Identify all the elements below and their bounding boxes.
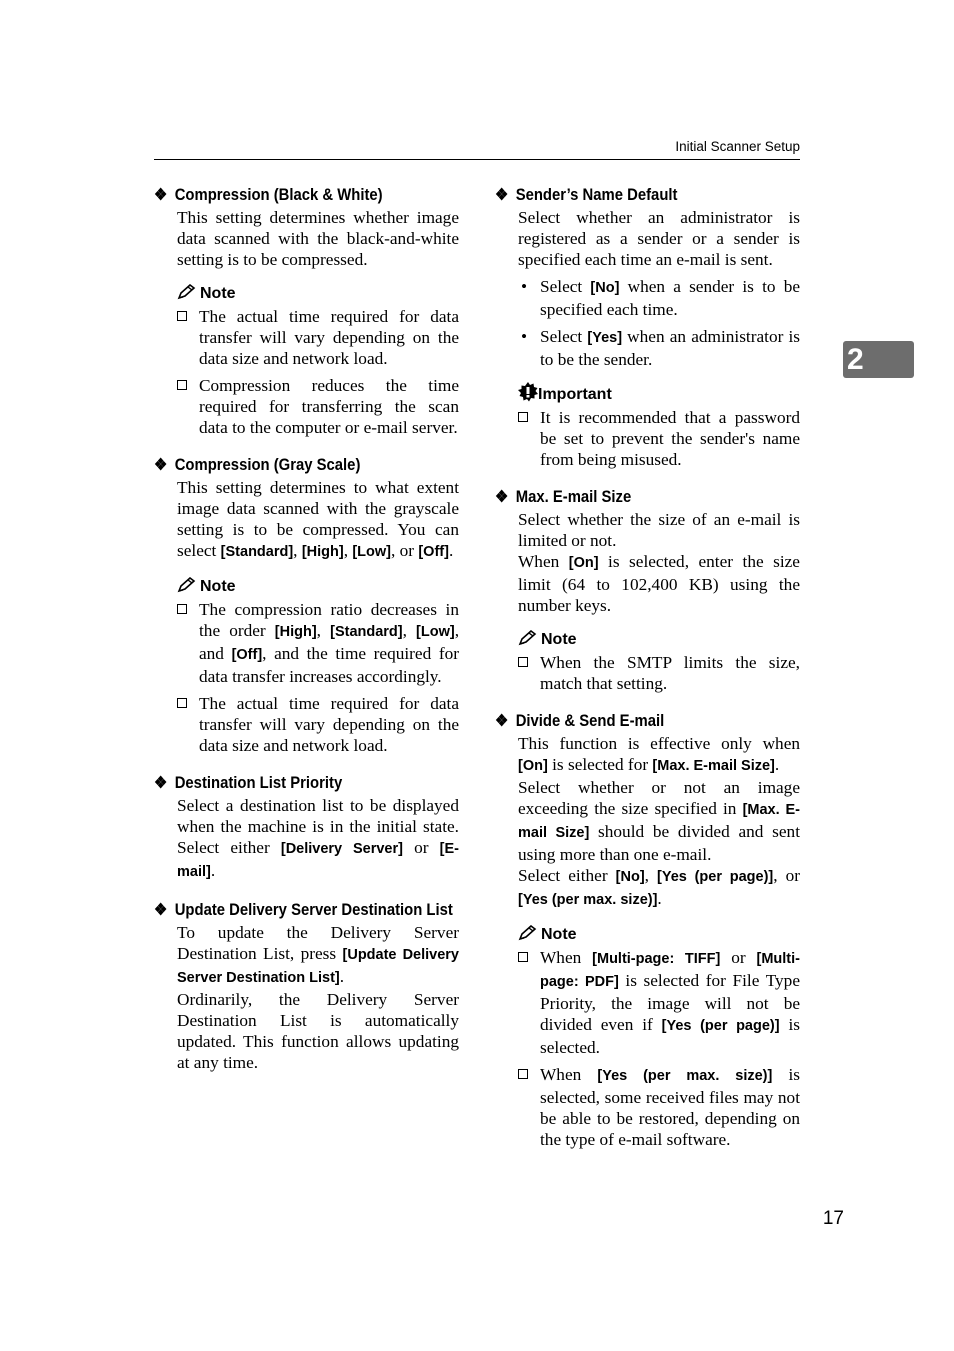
note-item: When the SMTP limits the size, match that setting. [518, 652, 800, 694]
bullet-icon: • [521, 277, 528, 296]
section-compression-bw [154, 184, 459, 438]
checkbox-icon [177, 698, 187, 708]
checkbox-icon [518, 657, 528, 667]
bullet-item: • Select [No] when a sender is to be specified each time. [521, 277, 801, 319]
section-body-2: Ordinarily, the Delivery Server Destination List is automatically updated. This function allows updating at any time. [177, 990, 459, 1072]
left-column [154, 184, 459, 1089]
diamond-icon: ❖ [495, 488, 509, 506]
section-body-3: Select either [No], [Yes (per page)], or [Yes (per max. size)]. [518, 866, 800, 908]
section-body-2: Select whether or not an image exceeding the size specified in [Max. E-mail Size] should be divided and sent using more than one e-mail. [518, 778, 800, 864]
pencil-icon [518, 630, 538, 646]
bullet-item: • Select [Yes] when an administrator is to be the sender. [521, 327, 801, 369]
chapter-tab: 2 [843, 341, 914, 378]
section-title: ❖ Compression (Gray Scale) [154, 456, 361, 474]
diamond-icon: ❖ [154, 774, 168, 792]
checkbox-icon [177, 380, 187, 390]
section-body: To update the Delivery Server Destination List, press [Update Delivery Server Destination List]. [177, 923, 459, 986]
section-title: ❖ Compression (Black & White) [154, 186, 383, 204]
section-body: Select whether the size of an e-mail is limited or not. [518, 510, 800, 550]
section-body: This function is effective only when [On] is selected for [Max. E-mail Size]. [518, 734, 800, 774]
section-compression-gray [154, 454, 459, 756]
page-number: 17 [822, 1208, 844, 1229]
note-heading: Note [518, 925, 800, 945]
note-item: The actual time required for data transfer will vary depending on the data size and network load. [177, 693, 459, 756]
important-icon [518, 382, 538, 402]
checkbox-icon [518, 952, 528, 962]
pencil-icon [518, 925, 538, 941]
diamond-icon: ❖ [154, 186, 168, 204]
note-heading: Note [177, 284, 459, 304]
diamond-icon: ❖ [495, 186, 509, 204]
running-header: Initial Scanner Setup [675, 139, 800, 154]
pencil-icon [177, 577, 197, 593]
important-item: It is recommended that a password be set to prevent the sender's name from being misused. [518, 407, 800, 470]
section-body: This setting determines to what extent image data scanned with the grayscale setting is to be compressed. You can select [Standard], [High], [Low], or [Off]. [177, 478, 459, 560]
section-title: ❖ Max. E-mail Size [495, 488, 632, 506]
section-max-email [495, 486, 800, 694]
checkbox-icon [518, 412, 528, 422]
section-title: ❖ Divide & Send E-mail [495, 712, 665, 730]
section-title: ❖ Update Delivery Server Destination List [154, 901, 453, 919]
section-title: ❖ Sender’s Name Default [495, 186, 678, 204]
diamond-icon: ❖ [154, 456, 168, 474]
note-heading: Note [177, 577, 459, 597]
checkbox-icon [177, 311, 187, 321]
note-item: When [Multi-page: TIFF] or [Multi-page: PDF] is selected for File Type Priority, the image will not be divided even if [Yes (per page)] is selected. [518, 947, 800, 1058]
section-body: Select a destination list to be displayed when the machine is in the initial state. Select either [Delivery Server] or [E-mail]. [177, 796, 459, 880]
note-item: When [Yes (per max. size)] is selected, some received files may not be able to be restored, depending on the type of e-mail software. [518, 1064, 800, 1150]
section-body: This setting determines whether image data scanned with the black-and-white setting is to be compressed. [177, 208, 459, 269]
section-destination-priority [154, 772, 459, 883]
note-item: The actual time required for data transfer will vary depending on the data size and network load. [177, 306, 459, 369]
diamond-icon: ❖ [495, 712, 509, 730]
section-divide-send [495, 710, 800, 1150]
section-body-2: When [On] is selected, enter the size limit (64 to 102,400 KB) using the number keys. [518, 552, 800, 615]
pencil-icon [177, 284, 197, 300]
checkbox-icon [177, 604, 187, 614]
checkbox-icon [518, 1069, 528, 1079]
note-heading: Note [518, 630, 800, 650]
important-heading: Important [518, 382, 800, 405]
note-item: The compression ratio decreases in the order [High], [Standard], [Low], and [Off], and the time required for data transfer increases accordingly. [177, 599, 459, 687]
section-body: Select whether an administrator is registered as a sender or a sender is specified each time an e-mail is sent. [518, 208, 800, 269]
header-rule [154, 159, 800, 160]
section-update-delivery [154, 899, 459, 1073]
bullet-icon: • [521, 327, 528, 346]
section-senders-name [495, 184, 800, 470]
right-column [495, 184, 800, 1166]
section-title: ❖ Destination List Priority [154, 774, 343, 792]
diamond-icon: ❖ [154, 901, 168, 919]
note-item: Compression reduces the time required for transferring the scan data to the computer or e-mail server. [177, 375, 459, 438]
